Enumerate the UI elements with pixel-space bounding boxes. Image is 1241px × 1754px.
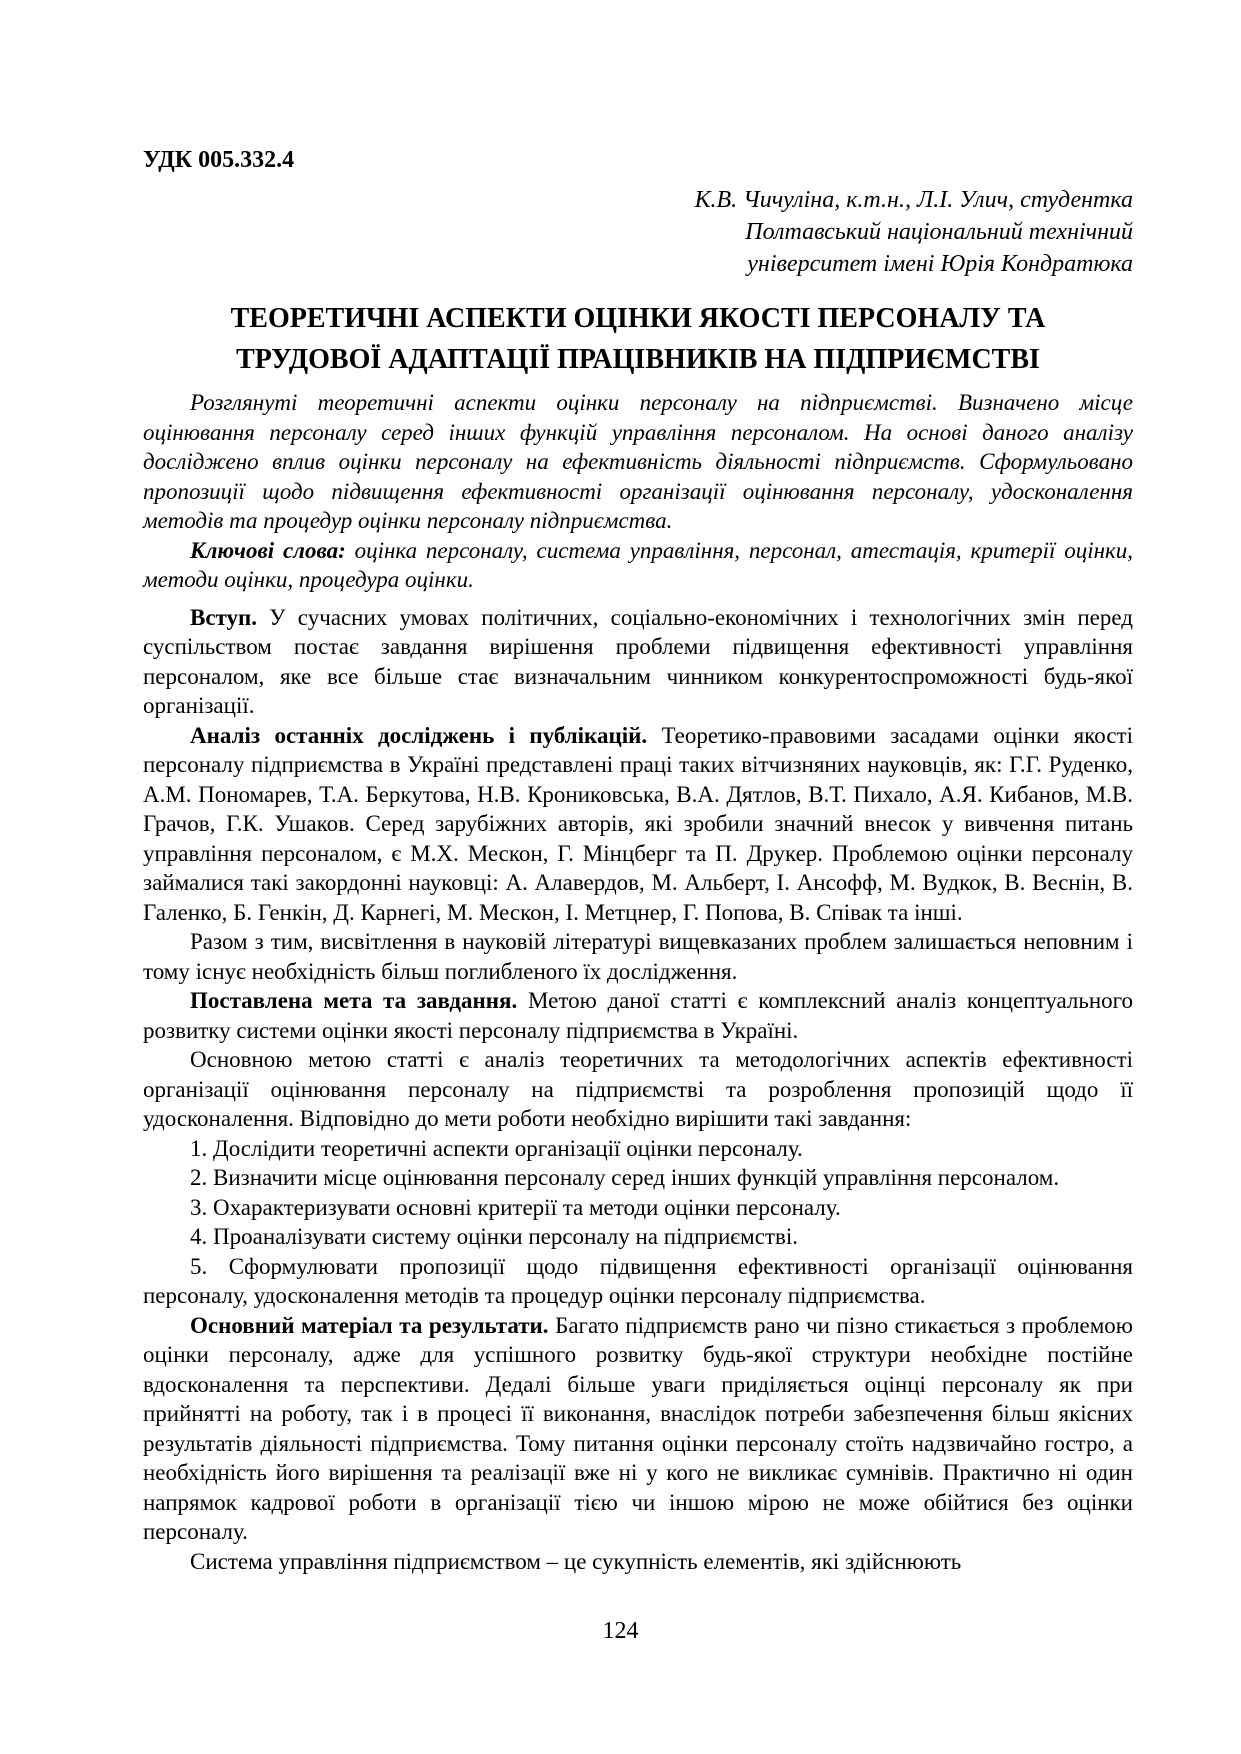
paragraph-text: Багато підприємств рано чи пізно стикається з проблемою оцінки персоналу, адже для успішного розвитку будь-якої структури необхідне постійне вдосконалення та перспективи. Дедалі більше уваги приділяється оцінці персоналу як при прийнятті на роботу, так і в процесі її виконання, внаслідок потреби забезпечення більш якісних результатів діяльності підприємства. Тому питання оцінки персоналу стоїть надзвичайно гостро, а необхідність його вирішення та реалізації вже ні у кого не викликає сумнівів. Практично ні один напрямок кадрової роботи в організації тією чи іншою мірою не може обійтися без оцінки персоналу. — [143, 1312, 1133, 1544]
paragraph-text: 4. Проаналізувати систему оцінки персоналу на підприємстві. — [190, 1224, 798, 1249]
task-item-5 — [143, 1252, 1133, 1311]
udc-code: УДК 005.332.4 — [143, 147, 295, 173]
paragraph-text: У сучасних умовах політичних, соціально-економічних і технологічних змін перед суспільством постає завдання вирішення проблеми підвищення ефективності управління персоналом, яке все більше стає визначальним чинником конкурентоспроможності будь-якої організації. — [143, 604, 1133, 718]
paragraph-text: 5. Сформулювати пропозиції щодо підвищення ефективності організації оцінювання персоналу, удосконалення методів та процедур оцінки персоналу підприємства. — [143, 1253, 1133, 1308]
section-heading-main-results: Основний матеріал та результати. — [190, 1312, 549, 1338]
page-number: 124 — [602, 1618, 639, 1644]
section-heading-analysis: Аналіз останніх досліджень і публікацій. — [190, 722, 648, 748]
paper-title-line: ТРУДОВОЇ АДАПТАЦІЇ ПРАЦІВНИКІВ НА ПІДПРИЄМСТВІ — [236, 344, 1040, 375]
author-line: К.В. Чичуліна, к.т.н., Л.І. Улич, студентка — [694, 187, 1133, 213]
paper-title-line: ТЕОРЕТИЧНІ АСПЕКТИ ОЦІНКИ ЯКОСТІ ПЕРСОНАЛУ ТА — [230, 303, 1046, 334]
paragraph-analysis — [143, 721, 1133, 928]
page-content — [143, 146, 1133, 1576]
task-item-1 — [143, 1134, 1133, 1164]
paragraph-gap-statement — [143, 927, 1133, 986]
paragraph-text: Система управління підприємством – це сукупність елементів, які здійснюють — [190, 1548, 962, 1574]
section-heading-intro: Вступ. — [190, 604, 258, 630]
author-block — [143, 184, 1133, 280]
task-item-2 — [143, 1163, 1133, 1193]
paragraph-intro — [143, 603, 1133, 721]
paragraph-main-goal — [143, 1045, 1133, 1134]
paragraph-goal — [143, 986, 1133, 1045]
task-item-4 — [143, 1222, 1133, 1252]
paragraph-text: 1. Дослідити теоретичні аспекти організації оцінки персоналу. — [190, 1135, 803, 1161]
paragraph-system — [143, 1547, 1133, 1577]
task-item-3 — [143, 1193, 1133, 1223]
paragraph-text: 3. Охарактеризувати основні критерії та методи оцінки персоналу. — [190, 1194, 841, 1220]
paragraph-text: Метою даної статті є комплексний аналіз концептуального розвитку системи оцінки якості персоналу підприємства в Україні. — [143, 988, 1133, 1043]
paragraph-text: Теоретико-правовими засадами оцінки якості персоналу підприємства в Україні представлені праці таких вітчизняних науковців, як: Г.Г. Руденко, А.М. Пономарев, Т.А. Беркутова, Н.В. Крониковська, В.А. Дятлов, В.Т. Пихало, А.Я. Кибанов, М.В. Грачов, Г.К. Ушаков. Серед зарубіжних авторів, які зробили значний внесок у вивчення питань управління персоналом, є М.Х. Мескон, Г. Мінцберг та П. Друкер. Проблемою оцінки персоналу займалися такі закордонні науковці: А. Алавердов, М. Альберт, І. Ансофф, М. Вудкок, В. Веснін, В. Галенко, Б. Генкін, Д. Карнегі, М. Мескон, І. Метцнер, Г. Попова, В. Співак та інші. — [143, 722, 1133, 925]
paragraph-text: Основною метою статті є аналіз теоретичних та методологічних аспектів ефективності організації оцінювання персоналу на підприємстві та розроблення пропозицій щодо її удосконалення. Відповідно до мети роботи необхідно вирішити такі завдання: — [143, 1047, 1133, 1131]
paragraph-text: 2. Визначити місце оцінювання персоналу серед інших функцій управління персоналом. — [190, 1165, 1060, 1190]
affiliation-line: університет імені Юрія Кондратюка — [747, 251, 1133, 277]
affiliation-line: Полтавський національний технічний — [745, 219, 1133, 245]
paper-title — [143, 298, 1133, 380]
section-heading-goal: Поставлена мета та завдання. — [190, 988, 518, 1013]
keywords-paragraph — [143, 536, 1133, 595]
paragraph-main-results — [143, 1311, 1133, 1547]
abstract-paragraph: Розглянуті теоретичні аспекти оцінки персоналу на підприємстві. Визначено місце оцінювання персоналу серед інших функцій управління персоналом. На основі даного аналізу досліджено вплив оцінки персоналу на ефективність діяльності підприємств. Сформульовано пропозиції щодо підвищення ефективності організації оцінювання персоналу, удосконалення методів та процедур оцінки персоналу підприємства. — [143, 390, 1133, 533]
keywords-label: Ключові слова: — [190, 537, 346, 563]
paragraph-text: Разом з тим, висвітлення в науковій літературі вищевказаних проблем залишається неповним і тому існує необхідність більш поглибленого їх дослідження. — [143, 929, 1133, 984]
keywords-text: оцінка персоналу, система управління, персонал, атестація, критерії оцінки, методи оцінки, процедура оцінки. — [143, 537, 1133, 592]
